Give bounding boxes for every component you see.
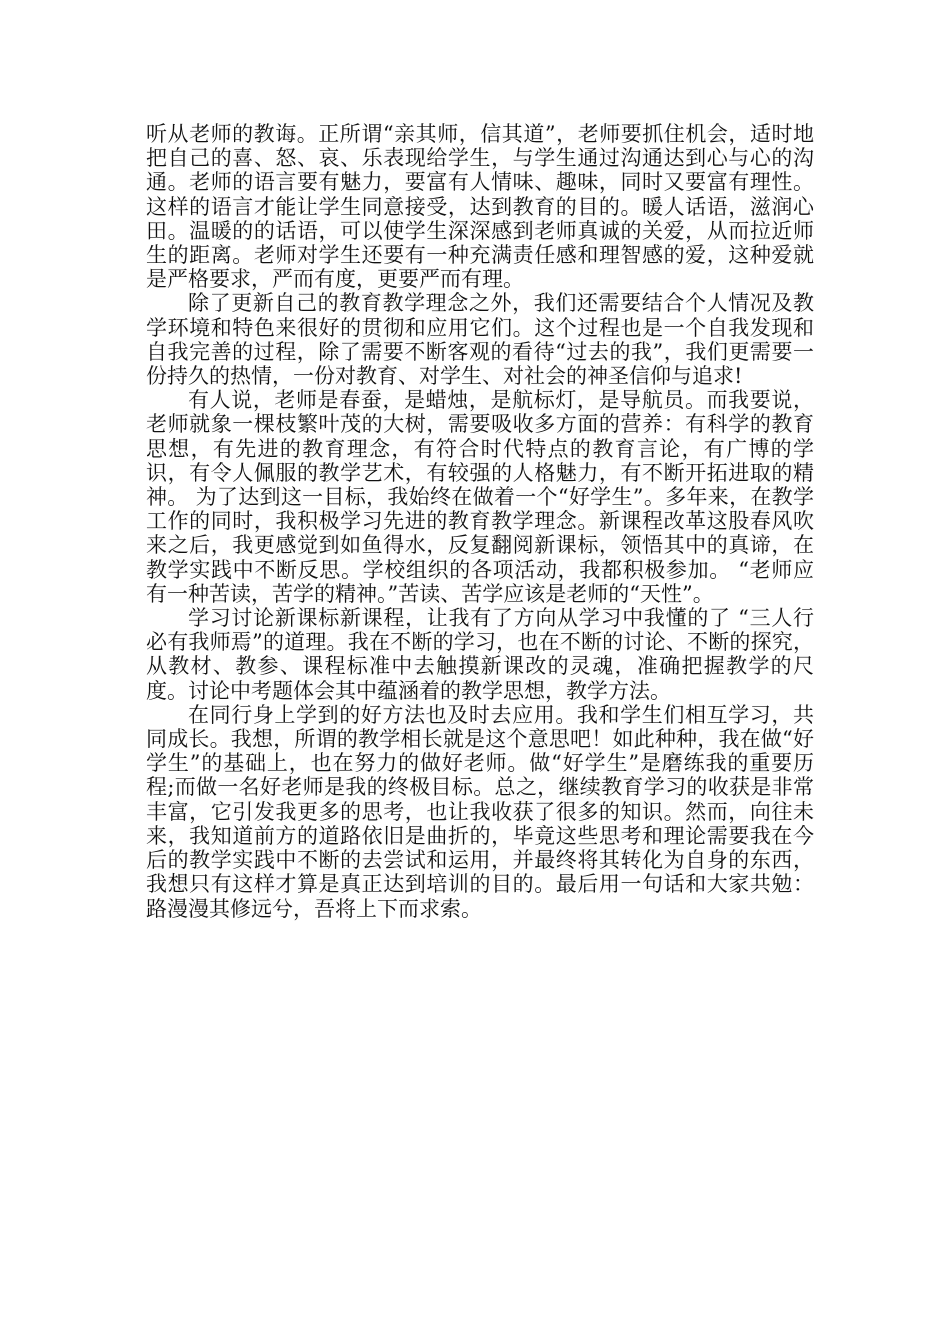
document-body [146,122,814,921]
paragraph-3: 有人说，老师是春蚕，是蜡烛，是航标灯，是导航员。而我要说，老师就象一棵枝繁叶茂的大树，需要吸收多方面的营养：有科学的教育思想，有先进的教育理念，有符合时代特点的教育言论，有广博的学识，有令人佩服的教学艺术，有较强的人格魅力，有不断开拓进取的精神。 为了达到这一目标，我始终在做着一个“好学生”。多年来，在教学工作的同时，我积极学习先进的教育教学理念。新课程改革这股春风吹来之后，我更感觉到如鱼得水，反复翻阅新课标，领悟其中的真谛，在教学实践中不断反思。学校组织的各项活动，我都积极参加。 “老师应有一种苦读，苦学的精神。”苦读、苦学应该是老师的“天性”。 [146,388,814,606]
paragraph-1: 听从老师的教诲。正所谓“亲其师，信其道”，老师要抓住机会，适时地把自己的喜、怒、哀、乐表现给学生，与学生通过沟通达到心与心的沟通。老师的语言要有魅力，要富有人情味、趣味，同时又要富有理性。这样的语言才能让学生同意接受，达到教育的目的。暖人话语，滋润心田。温暖的的话语，可以使学生深深感到老师真诚的关爱，从而拉近师生的距离。老师对学生还要有一种充满责任感和理智感的爱，这种爱就是严格要求，严而有度，更要严而有理。 [146,122,814,292]
paragraph-5: 在同行身上学到的好方法也及时去应用。我和学生们相互学习，共同成长。我想，所谓的教学相长就是这个意思吧！如此种种，我在做“好学生”的基础上，也在努力的做好老师。做“好学生”是磨练我的重要历程;而做一名好老师是我的终极目标。总之，继续教育学习的收获是非常丰富，它引发我更多的思考，也让我收获了很多的知识。然而，向往未来，我知道前方的道路依旧是曲折的，毕竟这些思考和理论需要我在今后的教学实践中不断的去尝试和运用，并最终将其转化为自身的东西，我想只有这样才算是真正达到培训的目的。最后用一句话和大家共勉：路漫漫其修远兮，吾将上下而求索。 [146,702,814,921]
paragraph-4: 学习讨论新课标新课程，让我有了方向从学习中我懂的了 “三人行必有我师焉”的道理。我在不断的学习，也在不断的讨论、不断的探究，从教材、教参、课程标准中去触摸新课改的灵魂，准确把握教学的尺度。讨论中考题体会其中蕴涵着的教学思想，教学方法。 [146,606,814,703]
paragraph-2: 除了更新自己的教育教学理念之外，我们还需要结合个人情况及教学环境和特色来很好的贯彻和应用它们。这个过程也是一个自我发现和自我完善的过程，除了需要不断客观的看待“过去的我”，我们更需要一份持久的热情，一份对教育、对学生、对社会的神圣信仰与追求! [146,291,814,389]
